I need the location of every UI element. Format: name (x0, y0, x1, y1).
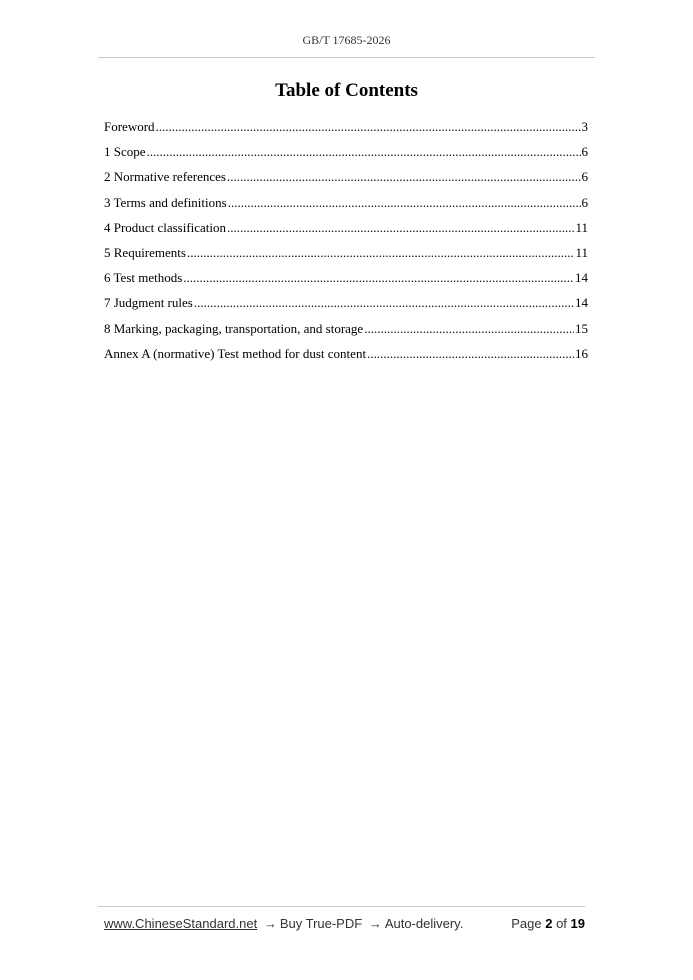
toc-entry-page: 6 (581, 194, 588, 210)
footer-promo (104, 916, 463, 931)
page-footer (104, 916, 585, 931)
toc-entry-label: 4 Product classification (104, 219, 227, 235)
toc-entry-page: 3 (581, 119, 588, 134)
toc-entry-page: 6 (581, 169, 588, 185)
toc-dot-leader (227, 168, 581, 186)
buy-true-pdf-text: Buy True-PDF (279, 916, 363, 931)
toc-dot-leader (187, 244, 575, 262)
toc-entry-page: 15 (575, 320, 588, 336)
toc-dot-leader (194, 294, 574, 312)
toc-entry-terms-definitions[interactable] (104, 194, 588, 219)
auto-delivery-text: Auto-delivery. (384, 916, 464, 931)
toc-entry-label: 3 Terms and definitions (104, 194, 227, 210)
toc-dot-leader (367, 345, 574, 363)
toc-entry-page: 11 (575, 244, 588, 260)
toc-entry-judgment-rules[interactable] (104, 294, 588, 319)
toc-dot-leader (183, 269, 574, 287)
toc-dot-leader (156, 118, 581, 136)
toc-entry-page: 16 (575, 345, 588, 361)
footer-divider (98, 906, 585, 907)
current-page-number: 2 (545, 916, 553, 931)
toc-dot-leader (147, 143, 581, 161)
toc-entry-page: 14 (575, 295, 588, 311)
toc-entry-normative-references[interactable] (104, 168, 588, 193)
toc-entry-foreword[interactable] (104, 118, 588, 143)
site-link[interactable]: www.ChineseStandard.net (104, 916, 258, 931)
toc-entry-label: 1 Scope (104, 144, 146, 160)
toc-entry-label: 5 Requirements (104, 244, 186, 260)
toc-entry-page: 11 (575, 219, 588, 235)
toc-entry-page: 6 (581, 144, 588, 160)
toc-entry-page: 14 (575, 270, 588, 286)
toc-dot-leader (228, 194, 581, 212)
page-counter (511, 916, 585, 931)
toc-entry-label: 2 Normative references (104, 169, 226, 185)
toc-dot-leader (227, 219, 574, 237)
of-word: of (556, 916, 567, 931)
toc-dot-leader (364, 320, 574, 338)
toc-entry-label: Foreword (104, 119, 155, 134)
toc-list (104, 118, 588, 370)
right-arrow-icon: → (263, 916, 277, 931)
toc-entry-label: Annex A (normative) Test method for dust content (104, 345, 367, 361)
toc-entry-test-methods[interactable] (104, 269, 588, 294)
toc-entry-marking-packaging[interactable] (104, 320, 588, 345)
page-word: Page (511, 916, 542, 931)
right-arrow-icon: → (368, 916, 382, 931)
header-divider (98, 57, 595, 58)
toc-entry-label: 8 Marking, packaging, transportation, and storage (104, 320, 364, 336)
toc-entry-product-classification[interactable] (104, 219, 588, 244)
toc-entry-scope[interactable] (104, 143, 588, 168)
toc-entry-label: 6 Test methods (104, 270, 183, 286)
toc-entry-annex-a[interactable] (104, 345, 588, 370)
total-pages-number: 19 (570, 916, 585, 931)
document-header-id: GB/T 17685-2026 (302, 33, 391, 47)
toc-entry-requirements[interactable] (104, 244, 588, 269)
toc-title: Table of Contents (275, 80, 418, 101)
toc-entry-label: 7 Judgment rules (104, 295, 193, 311)
